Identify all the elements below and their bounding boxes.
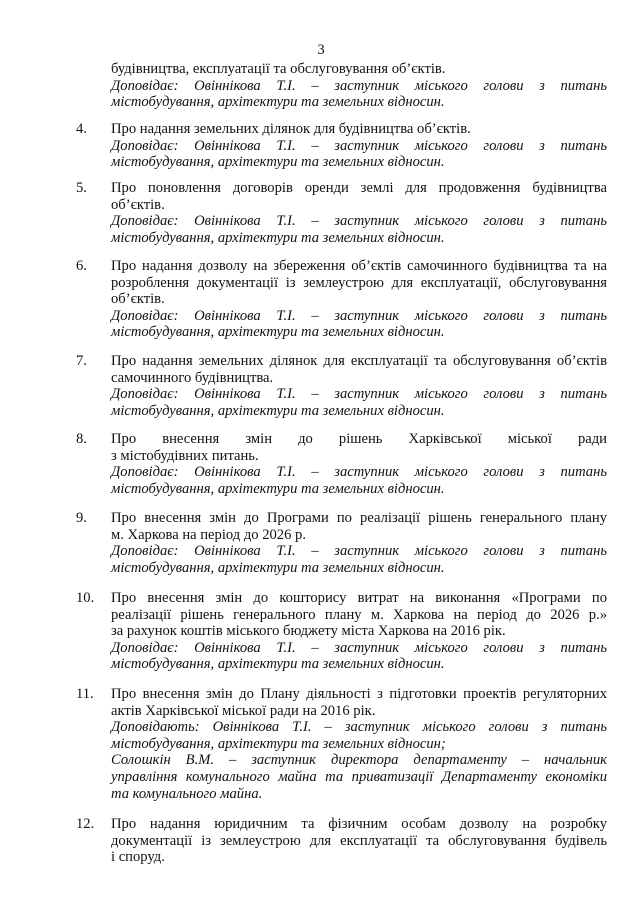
speaker-line: Доповідає: Овіннікова Т.І. – заступник міського голови з питань: [111, 137, 607, 154]
item-title-line: актів Харківської міської ради на 2016 рік.: [111, 702, 376, 719]
item-title-line: Про надання земельних ділянок для будівництва об’єктів.: [111, 121, 471, 137]
speaker-line: містобудування, архітектури та земельних відносин.: [111, 402, 445, 419]
item-number: 6.: [76, 258, 87, 274]
speaker-line: Доповідає: Овіннікова Т.І. – заступник міського голови з питань: [111, 307, 607, 324]
item-number: 10.: [76, 590, 95, 606]
speaker-line: Доповідає: Овіннікова Т.І. – заступник міського голови з питань: [111, 639, 607, 656]
speaker-line: містобудування, архітектури та земельних відносин.: [111, 94, 445, 111]
speaker-line: Доповідають: Овіннікова Т.І. – заступник міського голови з питань: [111, 719, 607, 736]
item-title-line: м. Харкова на період до 2026 р.: [111, 526, 306, 543]
speaker-line: Доповідає: Овіннікова Т.І. – заступник міського голови з питань: [111, 77, 607, 94]
item-title-line: Про внесення змін до рішень Харківської міської ради: [111, 431, 607, 447]
item-number: 8.: [76, 431, 87, 447]
item-title-line: з містобудівних питань.: [111, 447, 259, 464]
item-title-line: Про внесення змін до Плану діяльності з підготовки проектів регуляторних: [111, 686, 607, 702]
speaker-line: містобудування, архітектури та земельних відносин.: [111, 154, 445, 171]
item-title-line: розроблення документації із землеустрою для експлуатації, обслуговування: [111, 274, 607, 291]
item-number: 11.: [76, 686, 94, 702]
item-title-line: документації із землеустрою для експлуатації та обслуговування будівель: [111, 832, 607, 849]
speaker-line: Солошкін В.М. – заступник директора департаменту – начальник: [111, 752, 607, 769]
item-title-line: будівництва, експлуатації та обслуговування об’єктів.: [111, 61, 446, 77]
speaker-line: Доповідає: Овіннікова Т.І. – заступник міського голови з питань: [111, 543, 607, 560]
item-title-line: Про надання юридичним та фізичним особам дозволу на розробку: [111, 816, 607, 832]
item-title-line: за рахунок коштів міського бюджету міста Харкова на 2016 рік.: [111, 623, 506, 640]
item-number: 7.: [76, 353, 87, 369]
speaker-line: містобудування, архітектури та земельних відносин.: [111, 480, 445, 497]
speaker-line: та комунального майна.: [111, 785, 263, 802]
item-title-line: Про внесення змін до Програми по реалізації рішень генерального плану: [111, 510, 607, 526]
item-number: 9.: [76, 510, 87, 526]
item-title-line: і споруд.: [111, 849, 165, 866]
speaker-line: Доповідає: Овіннікова Т.І. – заступник міського голови з питань: [111, 386, 607, 403]
speaker-line: містобудування, архітектури та земельних відносин.: [111, 324, 445, 341]
page-number: 3: [317, 42, 325, 58]
item-title-line: Про внесення змін до кошторису витрат на виконання «Програми по: [111, 590, 607, 606]
speaker-line: містобудування, архітектури та земельних відносин.: [111, 656, 445, 673]
item-title-line: самочинного будівництва.: [111, 369, 274, 386]
speaker-line: містобудування, архітектури та земельних відносин.: [111, 229, 445, 246]
speaker-line: містобудування, архітектури та земельних відносин.: [111, 559, 445, 576]
item-title-line: Про надання дозволу на збереження об’єктів самочинного будівництва та на: [111, 258, 607, 274]
speaker-line: містобудування, архітектури та земельних відносин;: [111, 735, 446, 752]
item-title-line: реалізації рішень генерального плану м. Харкова на період до 2026 р.»: [111, 606, 607, 623]
item-title-line: Про поновлення договорів оренди землі для продовження будівництва: [111, 180, 607, 196]
speaker-line: управління комунального майна та приватизації Департаменту економіки: [111, 768, 607, 785]
item-number: 12.: [76, 816, 95, 832]
speaker-line: Доповідає: Овіннікова Т.І. – заступник міського голови з питань: [111, 213, 607, 230]
item-title-line: Про надання земельних ділянок для експлуатації та обслуговування об’єктів: [111, 353, 607, 369]
speaker-line: Доповідає: Овіннікова Т.І. – заступник міського голови з питань: [111, 464, 607, 481]
item-number: 4.: [76, 121, 87, 137]
item-title-line: об’єктів.: [111, 196, 165, 213]
item-title-line: об’єктів.: [111, 291, 165, 308]
item-number: 5.: [76, 180, 87, 196]
